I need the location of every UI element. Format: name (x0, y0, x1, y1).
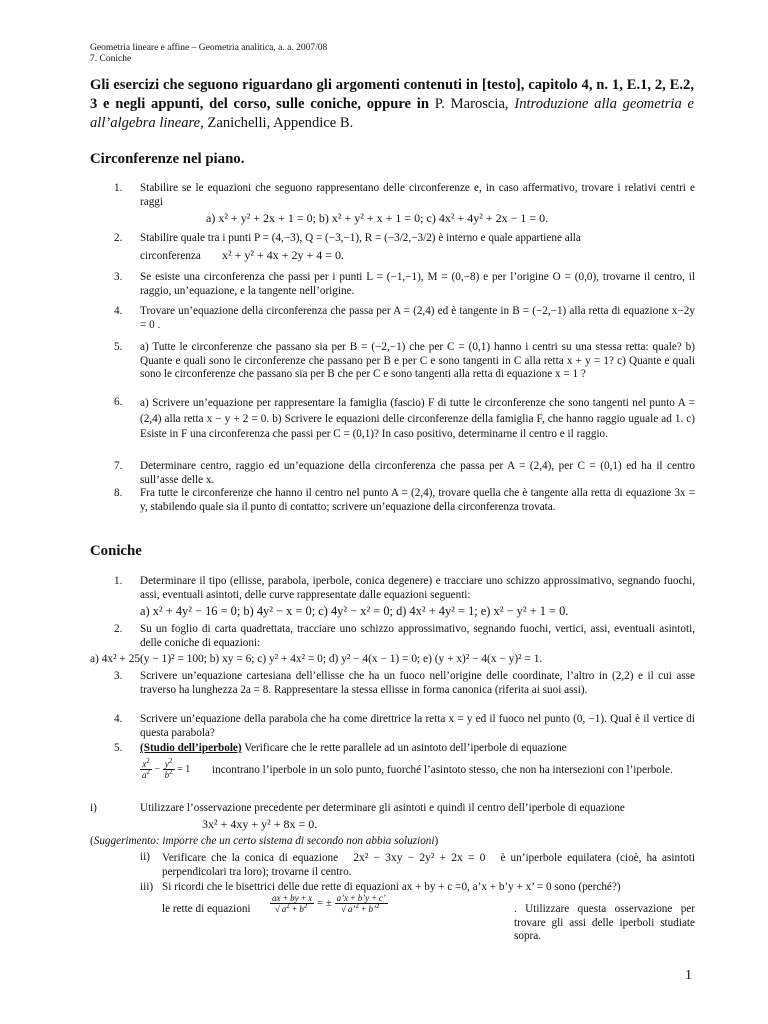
header-line-1: Geometria lineare e affine – Geometria analitica, a. a. 2007/08 (90, 43, 328, 53)
exercise-text: Determinare il tipo (ellisse, parabola, iperbole, conica degenere) e tracciare uno schizzo approssimativo, segnando fuochi, assi, eventuali asintoti, delle curve rappresentate dalle equazioni seguenti: (140, 575, 695, 601)
running-header (90, 43, 327, 65)
intro-paragraph (90, 76, 694, 132)
intro-author: P. Maroscia, (434, 95, 509, 112)
exercise-k-iii (90, 881, 695, 947)
exercise-text-wrap (162, 851, 695, 879)
exercise-c4 (90, 305, 695, 335)
exercise-text: Trovare un’equazione della circonferenza che passa per A = (2,4) ed è tangente in B = (−2,−1) alla retta di equazione x−2y = 0 . (140, 305, 695, 331)
exercise-k-i (90, 802, 695, 834)
exercise-number: 4. (114, 305, 123, 317)
exercise-text: Stabilire se le equazioni che seguono rappresentano delle circonferenze e, in caso affermativo, trovare i relativi centri e raggi (140, 182, 695, 208)
exercise-text-continued: incontrano l’iperbole in un solo punto, fuorché l’asintoto stesso, che non ha intersezioni con l’iperbole. (212, 764, 673, 776)
exercise-equation: x² + y² + 4x + 2y + 4 = 0. (222, 248, 345, 262)
exercise-number: 3. (114, 271, 123, 283)
exercise-text: a) Scrivere un’equazione per rappresentare la famiglia (fascio) F di tutte le circonferenze che sono tangenti nel punto A = (2,4) alla retta x − y + 2 = 0. b) Scrivere le equazioni delle circonferenze della famiglia F, che hanno raggio uguale ad 1. c) Esiste in F una circonferenza che passi per C = (0,1)? In caso positivo, determinarne il centro e il raggio. (140, 397, 695, 440)
exercise-equation: a) 4x² + 25(y − 1)² = 100; b) xy = 6; c) y² + 4x² = 0; d) y² − 4(x − 1) = 0; e) (y + x)² − 4(x − y)² = 1. (90, 653, 543, 665)
exercise-equation: a) x² + 4y² − 16 = 0; b) 4y² − x = 0; c) 4y² − x² = 0; d) 4x² + 4y² = 1; e) x² − y² + 1 = 0. (140, 604, 569, 618)
exercise-equation: 2x² − 3xy − 2y² + 2x = 0 (353, 851, 486, 864)
exercise-number: 3. (114, 670, 123, 682)
exercise-equation: 3x² + 4xy + y² + 8x = 0. (202, 817, 318, 831)
exercise-text: Fra tutte le circonferenze che hanno il centro nel punto A = (2,4), trovare quella che è tangente alla retta di equazione 3x = y, stabilendo quale sia il punto di contatto; scrivere un’equazione della circonferenza trovata. (140, 487, 695, 513)
intro-publisher: Zanichelli, Appendice B. (207, 114, 354, 131)
exercise-k3 (90, 670, 695, 712)
exercise-number: iii) (140, 881, 154, 893)
exercise-text-continued: è un’iperbole equilatera (cioè, ha asintoti perpendicolari tra loro); trovarne il centro. (162, 852, 696, 878)
exercise-text-end: . Utilizzare questa osservazione per trovare gli assi delle iperboli studiate sopra. (514, 903, 695, 943)
exercise-number: 4. (114, 713, 123, 725)
intro-bold: Gli esercizi che seguono riguardano gli argomenti contenuti in [testo], capitolo 4, n. 1, E.1, 2, E.2, 3 e negli appunti, del corso, sulle coniche, oppure in (90, 77, 694, 112)
section-title-circonferenze: Circonferenze nel piano. (90, 151, 245, 167)
header-line-2: 7. Coniche (90, 54, 132, 64)
exercise-text: Stabilire quale tra i punti P = (4,−3), Q = (−3,−1), R = (−3/2,−3/2) è interno e quale appartiene alla (140, 232, 581, 244)
exercise-text: Verificare che la conica di equazione (162, 852, 339, 864)
bisector-equation: $\frac{ax + by + x}{√ a^2 + b^2}$ = ± $\frac{a’x + b’y + c’}{√ a’^2 + b’^2}$ (272, 893, 386, 914)
exercise-text: Se esiste una circonferenza che passi per i punti L = (−1,−1), M = (0,−8) e per l’origine O = (0,0), trovarne il centro, il raggio, un’equazione, e la tangente nell’origine. (140, 271, 695, 297)
exercise-number: ii) (140, 851, 150, 863)
exercise-k4 (90, 713, 695, 741)
exercise-number: 1. (114, 575, 123, 587)
exercise-number: i) (90, 802, 97, 814)
exercise-c7 (90, 460, 695, 488)
exercise-text: Scrivere un’equazione della parabola che ha come direttrice la retta x = y ed il fuoco nel punto (0, −1). Qual è il vertice di questa parabola? (140, 713, 695, 739)
exercise-k-ii (90, 851, 695, 881)
section-title-coniche: Coniche (90, 543, 142, 559)
exercise-equation: a) x² + y² + 2x + 1 = 0; b) x² + y² + x + 1 = 0; c) 4x² + 4y² + 2x − 1 = 0. (206, 211, 549, 225)
exercise-text-continued: le rette di equazioni (162, 903, 251, 915)
exercise-c1 (90, 182, 695, 226)
hint-line (90, 835, 695, 849)
exercise-bold-title: (Studio dell’iperbole) (140, 742, 242, 754)
exercise-c5 (90, 341, 695, 396)
page-number: 1 (685, 968, 692, 983)
hint-close-paren: ) (434, 835, 439, 847)
hint-open-paren: ( (90, 835, 94, 847)
exercise-text: Su un foglio di carta quadrettata, tracciare uno schizzo approssimativo, segnando fuochi, vertici, assi, eventuali asintoti, delle coniche di equazioni: (140, 623, 695, 649)
exercise-text: Scrivere un’equazione cartesiana dell’ellisse che ha un fuoco nell’origine delle coordinate, l’altro in (2,2) e il cui asse traverso ha lunghezza 2a = 8. Rappresentare la stessa ellisse in forma canonica (riferita ai suoi assi). (140, 670, 695, 696)
exercise-number: 2. (114, 623, 123, 635)
exercise-c8 (90, 487, 695, 529)
exercise-text: a) Tutte le circonferenze che passano sia per B = (−2,−1) che per C = (0,1) hanno i centri su una stessa retta: quale? b) Quante e quali sono le circonferenze che passano per B e per C e sono tangenti in C alla retta x + y = 1? c) Quante e quali sono le circonferenze che passano sia per B che per C e sono tangenti alla retta di equazione x = 1 ? (140, 341, 695, 381)
exercise-number: 2. (114, 232, 123, 244)
exercise-number: 5. (114, 341, 123, 353)
hyperbola-equation: $\frac{x^2}{a^2}$ − $\frac{y^2}{b^2}$ = 1 (142, 757, 191, 780)
exercise-k2 (90, 623, 695, 669)
exercise-number: 7. (114, 460, 123, 472)
exercise-text-continued: circonferenza (140, 250, 201, 262)
exercise-number: 8. (114, 487, 123, 499)
hint-text: Suggerimento: imporre che un certo sistema di secondo non abbia soluzioni (93, 835, 435, 847)
exercise-text-main: Verificare che le rette parallele ad un asintoto dell’iperbole di equazione (244, 742, 567, 754)
exercise-number: 1. (114, 182, 123, 194)
exercise-number: 6. (114, 396, 123, 408)
exercise-c6 (90, 396, 695, 456)
intro-book-title: Introduzione alla geometria e all’algebra lineare, (90, 95, 695, 131)
exercise-c3 (90, 271, 695, 299)
exercise-text: Utilizzare l’osservazione precedente per determinare gli asintoti e quindi il centro dell’iperbole di equazione (140, 802, 625, 814)
exercise-c2 (90, 232, 695, 268)
exercise-k1 (90, 575, 695, 623)
exercise-text: Si ricordi che le bisettrici delle due rette di equazioni ax + by + c =0, a’x + b’y + x’ = 0 sono (perché?) (162, 881, 621, 893)
exercise-text: Determinare centro, raggio ed un’equazione della circonferenza che passa per A = (2,4), per C = (0,1) ed ha il centro sull’asse delle x. (140, 460, 695, 486)
exercise-k5 (90, 742, 695, 800)
exercise-text (140, 742, 695, 756)
exercise-number: 5. (114, 742, 123, 754)
